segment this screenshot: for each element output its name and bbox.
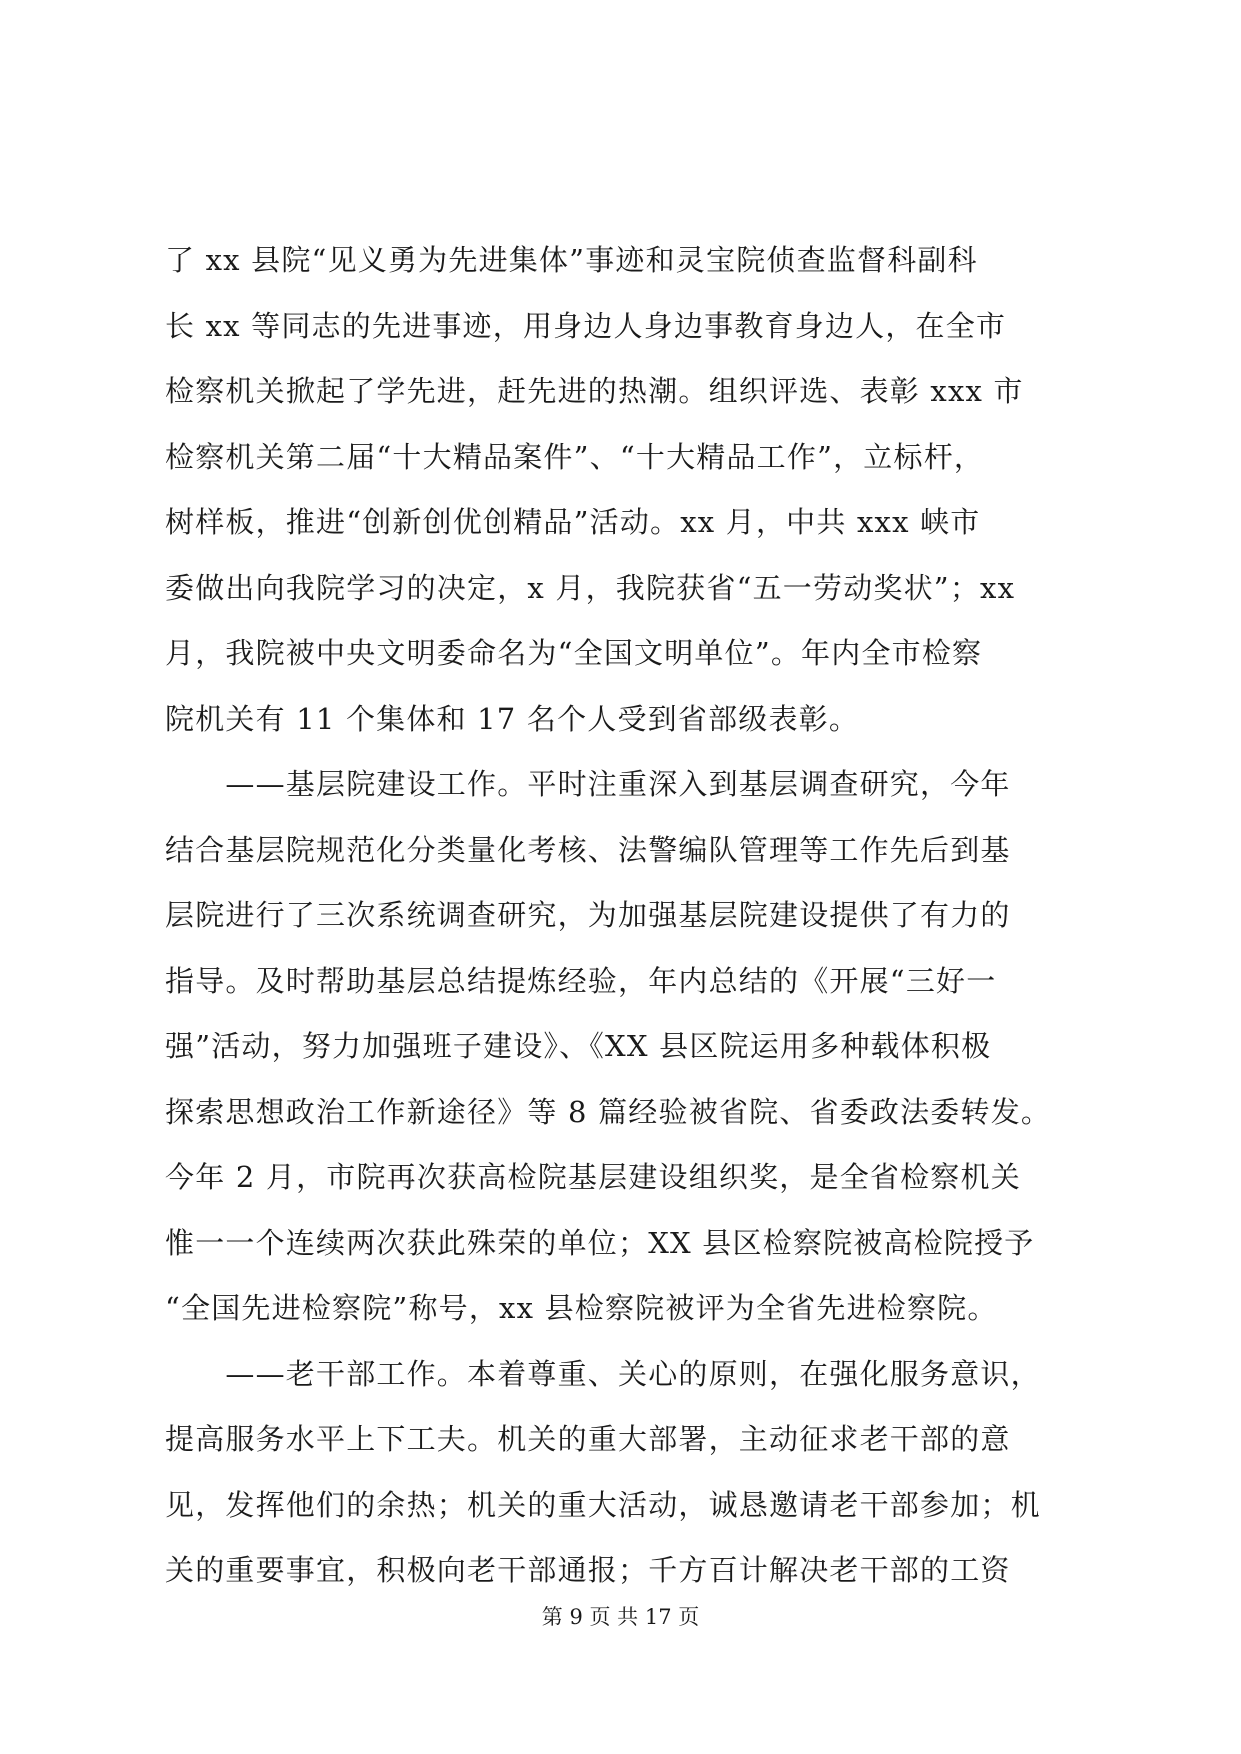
- text-line: 指导。及时帮助基层总结提炼经验，年内总结的《开展“三好一: [165, 963, 997, 998]
- text-line: 关的重要事宜，积极向老干部通报；千方百计解决老干部的工资: [165, 1553, 1011, 1587]
- text-line: “全国先进检察院”称号，xx 县检察院被评为全省先进检察院。: [165, 1291, 998, 1325]
- text-line: 探索思想政治工作新途径》等 8 篇经验被省院、省委政法委转发。: [165, 1094, 1052, 1129]
- text-line: 提高服务水平上下工夫。机关的重大部署，主动征求老干部的意: [165, 1422, 1011, 1456]
- body-text: [165, 228, 1085, 1604]
- text-line: 结合基层院规范化分类量化考核、法警编队管理等工作先后到基: [165, 832, 1011, 867]
- text-line: 长 xx 等同志的先进事迹，用身边人身边事教育身边人，在全市: [165, 308, 1007, 343]
- text-line: 树样板，推进“创新创优创精品”活动。xx 月，中共 xxx 峡市: [165, 505, 981, 539]
- text-line: 惟一一个连续两次获此殊荣的单位；XX 县区检察院被高检院授予: [165, 1225, 1035, 1260]
- text-line: 强”活动，努力加强班子建设》、《XX 县区院运用多种载体积极: [165, 1029, 992, 1063]
- text-line: ——基层院建设工作。平时注重深入到基层调查研究，今年: [165, 767, 1011, 801]
- page-number-footer: 第 9 页 共 17 页: [541, 1605, 700, 1629]
- text-line: 层院进行了三次系统调查研究，为加强基层院建设提供了有力的: [165, 898, 1011, 932]
- text-line: 检察机关掀起了学先进，赶先进的热潮。组织评选、表彰 xxx 市: [165, 374, 1024, 408]
- text-line: 了 xx 县院“见义勇为先进集体”事迹和灵宝院侦查监督科副科: [165, 243, 978, 277]
- text-line: 检察机关第二届“十大精品案件”、“十大精品工作”，立标杆，: [165, 439, 985, 474]
- text-line: 月，我院被中央文明委命名为“全国文明单位”。年内全市检察: [165, 636, 983, 670]
- text-line: 见，发挥他们的余热；机关的重大活动，诚恳邀请老干部参加；机: [165, 1487, 1041, 1522]
- text-line: 今年 2 月，市院再次获高检院基层建设组织奖，是全省检察机关: [165, 1160, 1021, 1194]
- text-line: 委做出向我院学习的决定，x 月，我院获省“五一劳动奖状”；xx: [165, 570, 1016, 605]
- text-line: ——老干部工作。本着尊重、关心的原则，在强化服务意识，: [165, 1356, 1041, 1391]
- text-line: 院机关有 11 个集体和 17 名个人受到省部级表彰。: [165, 701, 860, 736]
